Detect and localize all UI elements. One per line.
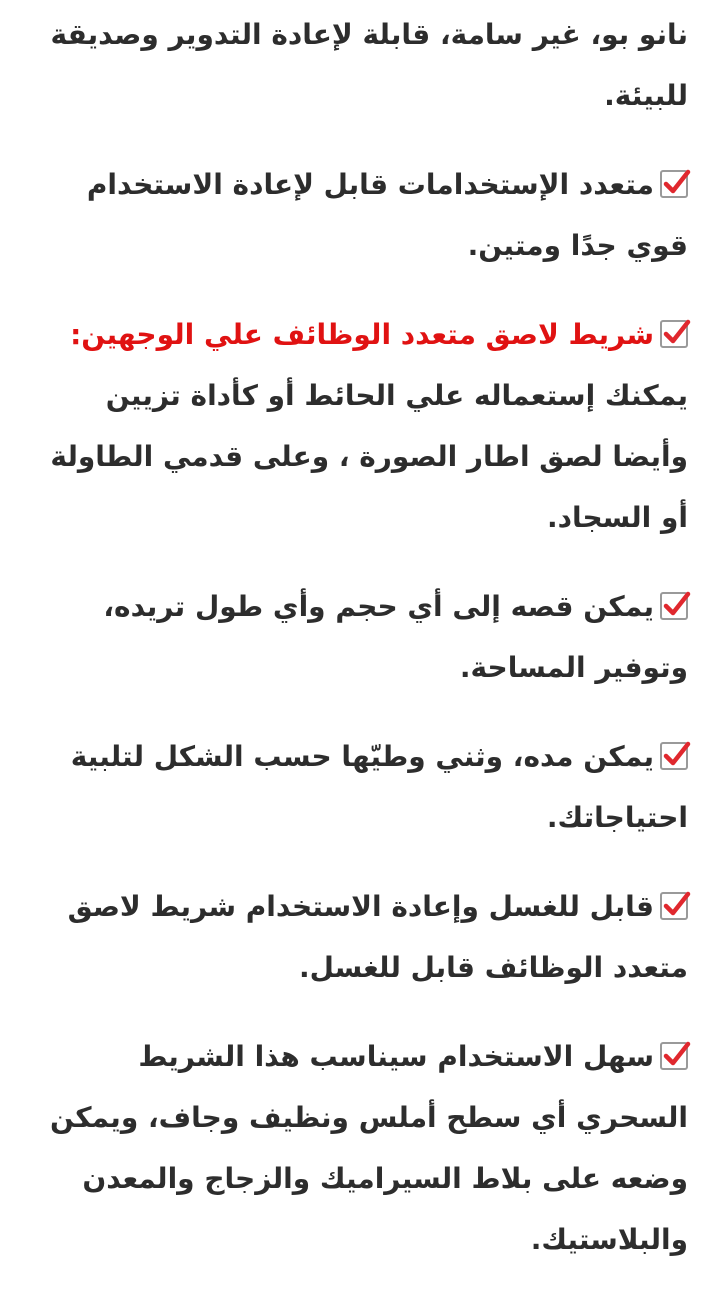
check-icon: [660, 170, 688, 198]
paragraph-easy-use: [40, 1026, 688, 1270]
paragraph-reusable: [40, 154, 688, 276]
paragraph-cut: [40, 576, 688, 698]
paragraph-text: متعدد الإستخدامات قابل لإعادة الاستخدام قوي جدًا ومتين.: [86, 168, 688, 262]
check-icon: [660, 592, 688, 620]
paragraph-double-sided: [40, 304, 688, 548]
paragraph-text: نانو بو، غير سامة، قابلة لإعادة التدوير وصديقة للبيئة.: [50, 18, 688, 112]
paragraph-heading: شريط لاصق متعدد الوظائف علي الوجهين:: [70, 318, 654, 351]
check-icon: [660, 742, 688, 770]
paragraph-washable: [40, 876, 688, 998]
check-icon: [660, 892, 688, 920]
paragraph-text: يمكن مده، وثني وطيّها حسب الشكل لتلبية احتياجاتك.: [70, 740, 688, 834]
paragraph-stretch: [40, 726, 688, 848]
check-icon: [660, 320, 688, 348]
paragraph-text: يمكنك إستعماله علي الحائط أو كأداة تزيين وأيضا لصق اطار الصورة ، وعلى قدمي الطاولة أو السجاد.: [50, 379, 688, 534]
paragraph-intro: [40, 4, 688, 126]
paragraph-text: سهل الاستخدام سيناسب هذا الشريط السحري أي سطح أملس ونظيف وجاف، ويمكن وضعه على بلاط السيراميك والزجاج والمعدن والبلاستيك.: [50, 1040, 688, 1256]
paragraph-text: يمكن قصه إلى أي حجم وأي طول تريده، وتوفير المساحة.: [103, 590, 688, 684]
check-icon: [660, 1042, 688, 1070]
paragraph-text: قابل للغسل وإعادة الاستخدام شريط لاصق متعدد الوظائف قابل للغسل.: [67, 890, 688, 984]
